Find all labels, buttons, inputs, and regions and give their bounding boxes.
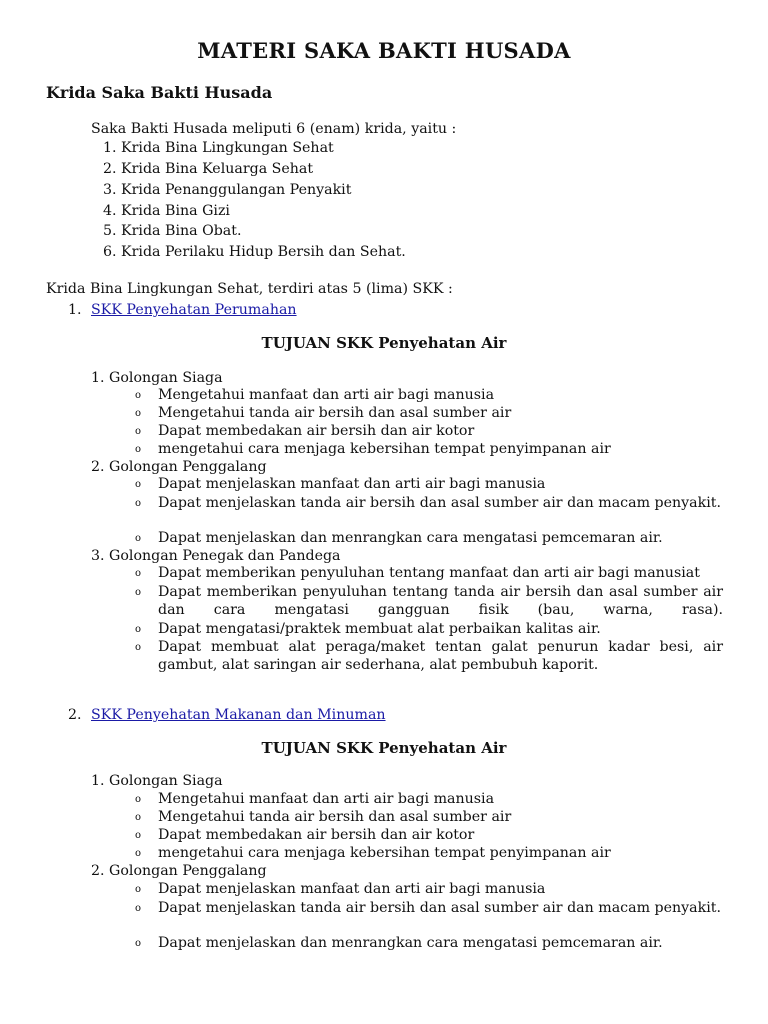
list-item: Dapat membedakan air bersih dan air kotor	[158, 827, 475, 843]
krida-item: 5. Krida Bina Obat.	[103, 223, 242, 239]
skk-penyehatan-perumahan-link[interactable]: SKK Penyehatan Perumahan	[91, 302, 297, 318]
list-item: Dapat menjelaskan manfaat dan arti air bagi manusia	[158, 476, 546, 492]
bullet-icon: o	[135, 587, 142, 598]
bullet-icon: o	[135, 390, 142, 401]
krida-item: 4. Krida Bina Gizi	[103, 203, 230, 219]
section-subtitle: TUJUAN SKK Penyehatan Air	[261, 334, 507, 352]
list-item: Dapat membuat alat peraga/maket tentan galat penurun kadar besi, air gambut, alat saringan air sederhana, alat pembubuh kaporit.	[158, 639, 723, 673]
list-item: Mengetahui manfaat dan arti air bagi manusia	[158, 387, 495, 403]
bullet-icon: o	[135, 848, 142, 859]
list-item: Dapat mengatasi/praktek membuat alat perbaikan kalitas air.	[158, 621, 601, 637]
skk-penyehatan-makanan-link[interactable]: SKK Penyehatan Makanan dan Minuman	[91, 707, 386, 723]
list-item: Mengetahui manfaat dan arti air bagi manusia	[158, 791, 495, 807]
section-subtitle: TUJUAN SKK Penyehatan Air	[261, 739, 507, 757]
page-title: MATERI SAKA BAKTI HUSADA	[197, 38, 571, 63]
bullet-icon: o	[135, 830, 142, 841]
group-label: 3. Golongan Penegak dan Pandega	[91, 548, 341, 564]
bullet-icon: o	[135, 533, 142, 544]
group-label: 2. Golongan Penggalang	[91, 863, 267, 879]
list-item: mengetahui cara menjaga kebersihan tempat penyimpanan air	[158, 441, 611, 457]
krida-item: 6. Krida Perilaku Hidup Bersih dan Sehat.	[103, 244, 406, 260]
group-label: 1. Golongan Siaga	[91, 370, 223, 386]
bullet-icon: o	[135, 884, 142, 895]
list-item: Dapat membedakan air bersih dan air kotor	[158, 423, 475, 439]
bullet-icon: o	[135, 408, 142, 419]
list-item: Dapat menjelaskan tanda air bersih dan asal sumber air dan macam penyakit.	[158, 495, 721, 511]
list-item: Mengetahui tanda air bersih dan asal sumber air	[158, 405, 512, 421]
list-item: mengetahui cara menjaga kebersihan tempat penyimpanan air	[158, 845, 611, 861]
bullet-icon: o	[135, 498, 142, 509]
bullet-icon: o	[135, 938, 142, 949]
bullet-icon: o	[135, 812, 142, 823]
krida-item: 1. Krida Bina Lingkungan Sehat	[103, 140, 334, 156]
list-item: Dapat menjelaskan manfaat dan arti air bagi manusia	[158, 881, 546, 897]
krida-item: 3. Krida Penanggulangan Penyakit	[103, 182, 352, 198]
section-heading: Krida Saka Bakti Husada	[46, 83, 273, 102]
group-label: 1. Golongan Siaga	[91, 773, 223, 789]
bullet-icon: o	[135, 568, 142, 579]
list-item: Dapat memberikan penyuluhan tentang manfaat dan arti air bagi manusiat	[158, 565, 700, 581]
bullet-icon: o	[135, 444, 142, 455]
bullet-icon: o	[135, 642, 142, 653]
bullet-icon: o	[135, 794, 142, 805]
list-item: Dapat menjelaskan dan menrangkan cara mengatasi pemcemaran air.	[158, 935, 663, 951]
list-item: Dapat memberikan penyuluhan tentang tanda air bersih dan asal sumber air dan cara mengatasi gangguan fisik (bau, warna, rasa).	[158, 584, 723, 618]
group-label: 2. Golongan Penggalang	[91, 459, 267, 475]
bullet-icon: o	[135, 903, 142, 914]
skk-number: 2.	[68, 707, 82, 723]
intro-text: Saka Bakti Husada meliputi 6 (enam) krida, yaitu :	[91, 121, 457, 137]
bullet-icon: o	[135, 624, 142, 635]
bullet-icon: o	[135, 426, 142, 437]
list-item: Mengetahui tanda air bersih dan asal sumber air	[158, 809, 512, 825]
skk-intro: Krida Bina Lingkungan Sehat, terdiri atas 5 (lima) SKK :	[46, 281, 453, 297]
list-item: Dapat menjelaskan dan menrangkan cara mengatasi pemcemaran air.	[158, 530, 663, 546]
skk-number: 1.	[68, 302, 82, 318]
list-item: Dapat menjelaskan tanda air bersih dan asal sumber air dan macam penyakit.	[158, 900, 721, 916]
bullet-icon: o	[135, 479, 142, 490]
krida-item: 2. Krida Bina Keluarga Sehat	[103, 161, 314, 177]
